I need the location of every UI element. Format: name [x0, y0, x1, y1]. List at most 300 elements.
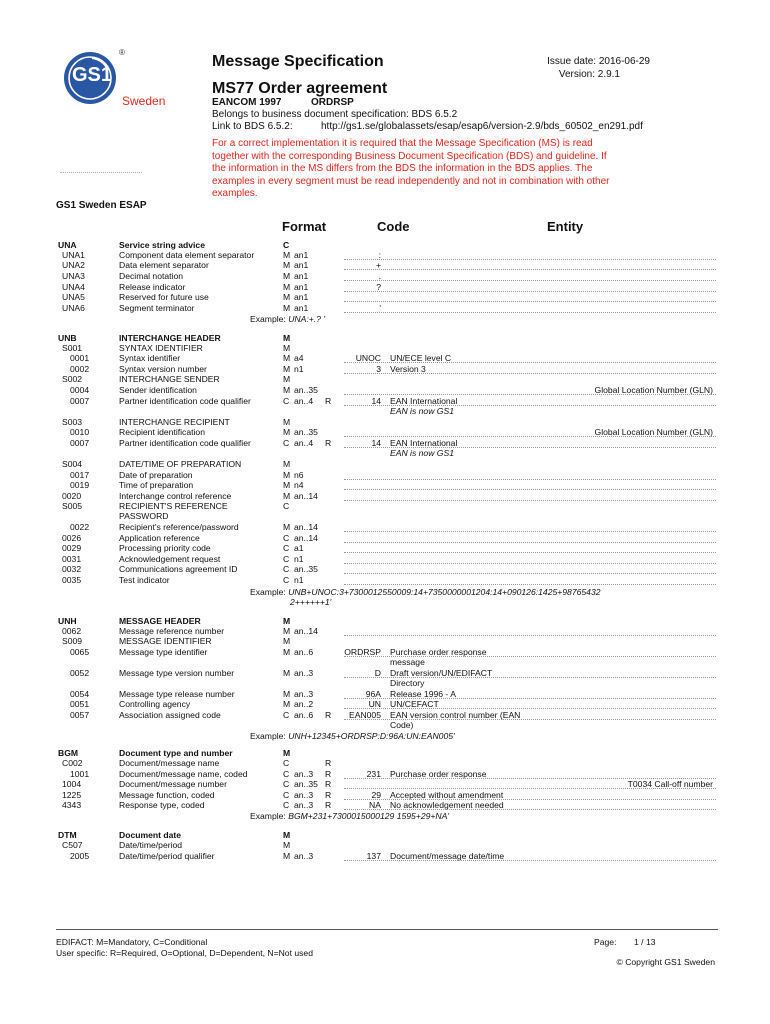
status: M — [283, 385, 291, 395]
element-id: 0019 — [70, 480, 90, 490]
status: M — [283, 830, 291, 840]
format: an..2 — [294, 699, 314, 709]
status: C — [283, 533, 290, 543]
format: an..3 — [294, 800, 314, 810]
table-row — [0, 657, 770, 667]
dotted-leader — [344, 860, 716, 861]
table-row — [0, 271, 770, 281]
composite-id: UNA5 — [62, 292, 85, 302]
code-description: EAN is now GS1 — [390, 448, 454, 458]
table-row — [0, 710, 770, 720]
code-description: EAN is now GS1 — [390, 406, 454, 416]
logo-divider — [60, 172, 142, 173]
segment-tag: DTM — [58, 830, 77, 840]
table-row — [0, 554, 770, 564]
format: an1 — [294, 260, 309, 270]
requirement: R — [325, 779, 332, 789]
element-name: Reserved for future use — [119, 292, 209, 302]
composite-id: UNA4 — [62, 282, 85, 292]
format: an1 — [294, 292, 309, 302]
logo-sub: Sweden — [122, 94, 166, 108]
version: Version: 2.9.1 — [558, 69, 620, 80]
footer-legend-edifact: EDIFACT: M=Mandatory, C=Conditional — [56, 937, 208, 947]
element-name: Message function, coded — [119, 790, 215, 800]
status: M — [283, 260, 291, 270]
table-row — [0, 448, 770, 458]
composite-id: C507 — [62, 840, 83, 850]
status: M — [283, 748, 291, 758]
page-title: Message Specification — [212, 53, 384, 70]
code-value: 96A — [365, 689, 381, 699]
notice-line: together with the corresponding Business Document Specification (BDS) and guideline. If — [212, 150, 607, 162]
table-row — [0, 699, 770, 709]
format: an..6 — [294, 647, 314, 657]
table-row — [0, 840, 770, 850]
dotted-leader — [344, 301, 716, 302]
composite-id: S002 — [62, 374, 83, 384]
format: an..3 — [294, 769, 314, 779]
element-name: SYNTAX IDENTIFIER — [119, 343, 203, 353]
element-name: MESSAGE IDENTIFIER — [119, 636, 212, 646]
format: an..4 — [294, 438, 314, 448]
status: C — [283, 800, 290, 810]
code-value: 29 — [371, 790, 381, 800]
code-value: + — [375, 260, 381, 270]
element-name: Processing priority code — [119, 543, 211, 553]
table-row — [0, 406, 770, 416]
status: M — [283, 689, 291, 699]
ms-title: MS77 Order agreement — [212, 80, 388, 97]
requirement: R — [325, 790, 332, 800]
code-description: EAN International — [390, 396, 458, 406]
element-name: INTERCHANGE RECIPIENT — [119, 417, 230, 427]
segment-example — [250, 587, 601, 597]
code-description: Directory — [390, 678, 425, 688]
status: M — [283, 282, 291, 292]
footer-legend-user: User specific: R=Required, O=Optional, D=Dependent, N=Not used — [56, 948, 313, 958]
format: an1 — [294, 303, 309, 313]
element-name: Syntax identifier — [119, 353, 181, 363]
status: C — [283, 769, 290, 779]
table-row — [0, 374, 770, 384]
element-name: Data element separator — [119, 260, 209, 270]
status: M — [283, 626, 291, 636]
entity: Global Location Number (GLN) — [594, 385, 713, 395]
table-row — [0, 303, 770, 313]
element-name: Date of preparation — [119, 470, 193, 480]
example-label: Example: — [250, 314, 286, 324]
table-row — [0, 501, 770, 511]
format: a1 — [294, 543, 304, 553]
dotted-leader — [344, 584, 716, 585]
format: n4 — [294, 480, 304, 490]
element-name: Recipient identification — [119, 427, 205, 437]
table-row — [0, 636, 770, 646]
status: M — [283, 522, 291, 532]
issue-date: Issue date: 2016-06-29 — [547, 56, 650, 67]
table-row — [0, 260, 770, 270]
composite-id: 0020 — [62, 491, 82, 501]
status: M — [283, 292, 291, 302]
composite-id: 4343 — [62, 800, 82, 810]
entity: T0034 Call-off number — [627, 779, 713, 789]
status: M — [283, 250, 291, 260]
code-description: UN/ECE level C — [390, 353, 452, 363]
code-value: ? — [376, 282, 381, 292]
format: an..14 — [294, 626, 318, 636]
table-row — [0, 511, 770, 521]
status: M — [283, 491, 291, 501]
status: C — [283, 240, 290, 250]
composite-id: 0062 — [62, 626, 82, 636]
status: M — [283, 470, 291, 480]
composite-id: S001 — [62, 343, 83, 353]
element-name: Recipient's reference/password — [119, 522, 239, 532]
code-value: 14 — [371, 396, 381, 406]
table-row — [0, 564, 770, 574]
requirement: R — [325, 769, 332, 779]
dotted-leader — [344, 809, 716, 810]
table-row — [0, 343, 770, 353]
format: n1 — [294, 575, 304, 585]
format: an..3 — [294, 689, 314, 699]
element-id: 0007 — [70, 396, 90, 406]
element-name: Controlling agency — [119, 699, 191, 709]
segment-tag: BGM — [58, 748, 79, 758]
code-description: EAN International — [390, 438, 458, 448]
element-name: Syntax version number — [119, 364, 207, 374]
element-name: Document/message name — [119, 758, 220, 768]
code-description: EAN version control number (EAN — [390, 710, 521, 720]
status: C — [283, 575, 290, 585]
requirement: R — [325, 800, 332, 810]
status: M — [283, 417, 291, 427]
element-id: 0001 — [70, 353, 90, 363]
status: M — [283, 459, 291, 469]
status: M — [283, 851, 291, 861]
segment-tag: UNA — [58, 240, 77, 250]
code-value: 3 — [376, 364, 381, 374]
element-name: Communications agreement ID — [119, 564, 238, 574]
page-number: 1 / 13 — [634, 937, 656, 947]
format: an1 — [294, 250, 309, 260]
format: an..14 — [294, 533, 318, 543]
table-row — [0, 575, 770, 585]
segment-example — [290, 597, 331, 607]
code-value: ' — [379, 303, 381, 313]
dotted-leader — [344, 394, 716, 395]
composite-id: 0035 — [62, 575, 82, 585]
dotted-leader — [344, 531, 716, 532]
status: M — [283, 333, 291, 343]
segment-example — [250, 811, 449, 821]
table-row — [0, 396, 770, 406]
table-row — [0, 543, 770, 553]
status: C — [283, 710, 290, 720]
table-row — [0, 427, 770, 437]
element-name: Component data element separator — [119, 250, 255, 260]
dotted-leader — [344, 312, 716, 313]
composite-id: 0026 — [62, 533, 82, 543]
table-row — [0, 417, 770, 427]
format: an..3 — [294, 851, 314, 861]
example-text: UNH+12345+ORDRSP:D:96A:UN:EAN005' — [288, 731, 455, 741]
table-row — [0, 250, 770, 260]
composite-id: UNA1 — [62, 250, 85, 260]
table-row — [0, 748, 770, 758]
format: an1 — [294, 282, 309, 292]
dotted-leader — [344, 436, 716, 437]
status: M — [283, 427, 291, 437]
element-name: Message reference number — [119, 626, 225, 636]
code-description: Release 1996 - A — [390, 689, 456, 699]
status: C — [283, 758, 290, 768]
table-row — [0, 668, 770, 678]
notice-line: examples. — [212, 188, 258, 199]
composite-id: 0032 — [62, 564, 82, 574]
element-id: 1001 — [70, 769, 90, 779]
code-description: Accepted without amendment — [390, 790, 504, 800]
logo-text: GS1 — [72, 64, 113, 86]
requirement: R — [325, 758, 332, 768]
composite-id: 1004 — [62, 779, 82, 789]
example-text: 2++++++1' — [290, 597, 332, 607]
format: n6 — [294, 470, 304, 480]
dotted-leader — [344, 362, 716, 363]
format: an..3 — [294, 790, 314, 800]
format: an..4 — [294, 396, 314, 406]
element-name: Response type, coded — [119, 800, 205, 810]
code-value: : — [378, 250, 381, 260]
code-value: ORDRSP — [344, 647, 381, 657]
element-name: Association assigned code — [119, 710, 221, 720]
link-label: Link to BDS 6.5.2: — [212, 121, 293, 132]
composite-id: 0031 — [62, 554, 82, 564]
status: M — [283, 480, 291, 490]
status: C — [283, 543, 290, 553]
format: an..3 — [294, 668, 314, 678]
status: M — [283, 303, 291, 313]
element-id: 0010 — [70, 427, 90, 437]
status: M — [283, 364, 291, 374]
example-label: Example: — [250, 587, 286, 597]
composite-id: UNA3 — [62, 271, 85, 281]
table-row — [0, 491, 770, 501]
dotted-leader — [344, 552, 716, 553]
table-row — [0, 616, 770, 626]
table-row — [0, 282, 770, 292]
table-row — [0, 678, 770, 688]
format: a4 — [294, 353, 304, 363]
notice-line: the information in the MS differs from the BDS the information in the BDS applies. The — [212, 163, 593, 174]
status: M — [283, 374, 291, 384]
format: n1 — [294, 364, 304, 374]
segment-example — [250, 731, 455, 741]
format: an1 — [294, 271, 309, 281]
element-name: INTERCHANGE SENDER — [119, 374, 220, 384]
element-name: Date/time/period — [119, 840, 183, 850]
composite-id: S003 — [62, 417, 83, 427]
ordrsp-label: ORDRSP — [311, 97, 354, 108]
status: C — [283, 564, 290, 574]
logo-registered: ® — [119, 48, 125, 57]
status: M — [283, 353, 291, 363]
esap-label: GS1 Sweden ESAP — [56, 200, 147, 211]
element-name: Message type version number — [119, 668, 235, 678]
column-header-code: Code — [377, 219, 410, 234]
dotted-leader — [344, 269, 716, 270]
code-value: UNOC — [355, 353, 381, 363]
element-name: Document type and number — [119, 748, 233, 758]
composite-id: UNA6 — [62, 303, 85, 313]
table-row — [0, 353, 770, 363]
element-id: 0022 — [70, 522, 90, 532]
link-url[interactable]: http://gs1.se/globalassets/esap/esap6/version-2.9/bds_60502_en291.pdf — [321, 121, 643, 132]
composite-id: 0029 — [62, 543, 82, 553]
status: C — [283, 790, 290, 800]
element-id: 0054 — [70, 689, 90, 699]
format: an..14 — [294, 522, 318, 532]
status: C — [283, 396, 290, 406]
composite-id: S005 — [62, 501, 83, 511]
status: M — [283, 668, 291, 678]
table-row — [0, 292, 770, 302]
element-name: Service string advice — [119, 240, 205, 250]
code-value: D — [374, 668, 381, 678]
element-id: 0051 — [70, 699, 90, 709]
code-value: UN — [368, 699, 381, 709]
dotted-leader — [344, 280, 716, 281]
eancom-label: EANCOM 1997 — [212, 97, 282, 108]
code-value: NA — [369, 800, 381, 810]
table-row — [0, 470, 770, 480]
composite-id: S004 — [62, 459, 83, 469]
example-label: Example: — [250, 731, 286, 741]
table-row — [0, 240, 770, 250]
example-label: Example: — [250, 811, 286, 821]
code-description: Version 3 — [390, 364, 426, 374]
table-row — [0, 769, 770, 779]
example-text: UNB+UNOC:3+7300012550009:14+7350000001204:14+090126:1425+98765432 — [288, 587, 601, 597]
belongs-text: Belongs to business document specification: BDS 6.5.2 — [212, 109, 458, 120]
notice-line: examples in every segment must be read independently and not in combination with other — [212, 175, 610, 187]
element-name: Interchange control reference — [119, 491, 232, 501]
format: an..35 — [294, 427, 318, 437]
format: an..14 — [294, 491, 318, 501]
element-id: 0057 — [70, 710, 90, 720]
element-name: Message type identifier — [119, 647, 208, 657]
table-row — [0, 364, 770, 374]
element-name: Test indicator — [119, 575, 170, 585]
table-row — [0, 800, 770, 810]
code-description: message — [390, 657, 425, 667]
element-name: Partner identification code qualifier — [119, 438, 251, 448]
element-name: Decimal notation — [119, 271, 184, 281]
table-row — [0, 459, 770, 469]
code-description: Code) — [390, 720, 414, 730]
table-row — [0, 533, 770, 543]
code-description: UN/CEFACT — [390, 699, 439, 709]
table-row — [0, 689, 770, 699]
element-name: Date/time/period qualifier — [119, 851, 215, 861]
format: an..35 — [294, 779, 318, 789]
status: M — [283, 699, 291, 709]
table-row — [0, 626, 770, 636]
element-name: MESSAGE HEADER — [119, 616, 201, 626]
element-name: Segment terminator — [119, 303, 195, 313]
status: C — [283, 779, 290, 789]
element-name: Sender identification — [119, 385, 197, 395]
dotted-leader — [344, 489, 716, 490]
composite-id: S009 — [62, 636, 83, 646]
copyright: © Copyright GS1 Sweden — [616, 957, 715, 967]
format: an..35 — [294, 564, 318, 574]
element-name: RECIPIENT'S REFERENCE — [119, 501, 228, 511]
format: an..35 — [294, 385, 318, 395]
composite-id: 1225 — [62, 790, 82, 800]
column-header-entity: Entity — [547, 219, 584, 234]
notice-text — [212, 138, 632, 201]
element-name: DATE/TIME OF PREPARATION — [119, 459, 242, 469]
requirement: R — [325, 710, 332, 720]
code-value: 137 — [366, 851, 381, 861]
format: an..6 — [294, 710, 314, 720]
requirement: R — [325, 396, 332, 406]
element-id: 0065 — [70, 647, 90, 657]
page-label: Page: — [594, 937, 617, 947]
element-id: 0017 — [70, 470, 90, 480]
table-row — [0, 830, 770, 840]
table-row — [0, 438, 770, 448]
segment-tag: UNH — [58, 616, 77, 626]
element-name: Application reference — [119, 533, 200, 543]
element-id: 0002 — [70, 364, 90, 374]
gs1-sweden-logo — [62, 50, 174, 118]
element-name: Release indicator — [119, 282, 186, 292]
status: M — [283, 636, 291, 646]
composite-id: UNA2 — [62, 260, 85, 270]
code-description: Purchase order response — [390, 647, 487, 657]
element-id: 0007 — [70, 438, 90, 448]
table-row — [0, 522, 770, 532]
entity: Global Location Number (GLN) — [594, 427, 713, 437]
table-row — [0, 851, 770, 861]
table-row — [0, 480, 770, 490]
code-description: Draft version/UN/EDIFACT — [390, 668, 493, 678]
code-value: 231 — [366, 769, 381, 779]
element-name: Acknowledgement request — [119, 554, 221, 564]
table-row — [0, 647, 770, 657]
example-text: UNA:+.? ' — [288, 314, 325, 324]
status: M — [283, 616, 291, 626]
table-row — [0, 333, 770, 343]
code-description: No acknowledgement needed — [390, 800, 504, 810]
footer-divider — [56, 929, 718, 930]
code-description: Document/message date/time — [390, 851, 505, 861]
status: C — [283, 554, 290, 564]
format: n1 — [294, 554, 304, 564]
element-name: Document/message name, coded — [119, 769, 248, 779]
table-row — [0, 758, 770, 768]
status: C — [283, 438, 290, 448]
table-row — [0, 720, 770, 730]
example-text: BGM+231+7300015000129 1595+29+NA' — [288, 811, 449, 821]
code-value: EAN005 — [348, 710, 381, 720]
element-id: 0004 — [70, 385, 90, 395]
element-name: PASSWORD — [119, 511, 169, 521]
notice-line: For a correct implementation it is required that the Message Specification (MS) is read — [212, 138, 593, 149]
element-name: Message type release number — [119, 689, 235, 699]
